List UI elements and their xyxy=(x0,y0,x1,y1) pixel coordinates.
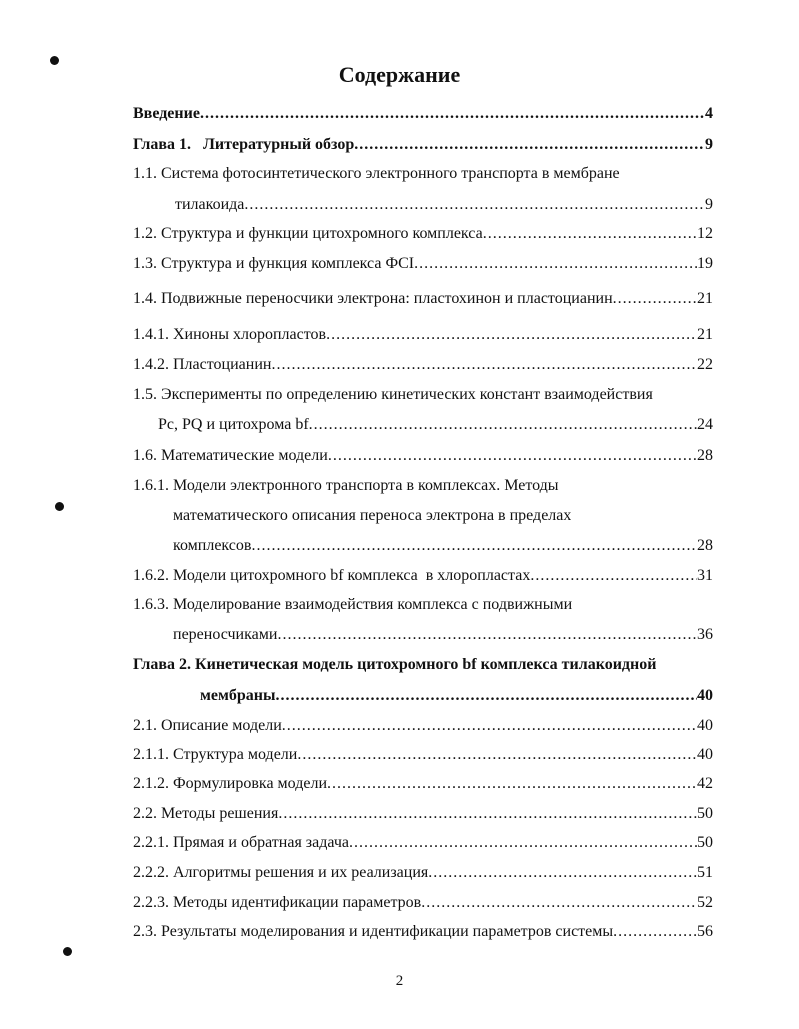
toc-entry: 2.1.2. Формулировка модели ..... 42 xyxy=(133,774,713,794)
toc-entry: 1.6.2. Модели цитохромного bf комплекса в хлоропластах ..... 31 xyxy=(133,566,713,586)
toc-entry: 1.1. Система фотосинтетического электронного транспорта в мембране xyxy=(133,165,620,182)
toc-entry: 2.2. Методы решения ..... 50 xyxy=(133,804,713,824)
toc-entry: 2.2.3. Методы идентификации параметров ..... 52 xyxy=(133,893,713,913)
toc-entry: 2.2.2. Алгоритмы решения и их реализация ..... 51 xyxy=(133,863,713,883)
toc-entry: комплексов ..... 28 xyxy=(173,536,713,556)
hole-punch-mark xyxy=(55,502,64,511)
page-number: 2 xyxy=(395,973,404,989)
toc-entry: математического описания переноса электрона в пределах xyxy=(173,507,572,524)
toc-entry: 1.4. Подвижные переносчики электрона: пластохинон и пластоцианин ..... 21 xyxy=(133,289,713,309)
toc-entry: 2.2.1. Прямая и обратная задача ..... 50 xyxy=(133,833,713,853)
page-title: Содержание xyxy=(338,62,461,87)
toc-entry: 2.3. Результаты моделирования и идентификации параметров системы ..... 56 xyxy=(133,922,713,942)
toc-entry: Pc, PQ и цитохрома bf ..... 24 xyxy=(158,415,713,435)
toc-entry: Введение ..... 4 xyxy=(133,104,713,124)
toc-entry: 1.2. Структура и функции цитохромного комплекса ..... 12 xyxy=(133,224,713,244)
toc-entry: 1.5. Эксперименты по определению кинетических констант взаимодействия xyxy=(133,386,653,403)
toc-entry: 1.4.1. Хиноны хлоропластов ..... 21 xyxy=(133,325,713,345)
toc-entry: Глава 2. Кинетическая модель цитохромного bf комплекса тилакоидной xyxy=(133,656,657,673)
toc-entry: тилакоида ..... 9 xyxy=(175,195,713,215)
toc-entry: 1.6. Математические модели ..... 28 xyxy=(133,446,713,466)
hole-punch-mark xyxy=(63,947,72,956)
toc-entry: 1.4.2. Пластоцианин ..... 22 xyxy=(133,355,713,375)
toc-entry: 1.6.3. Моделирование взаимодействия комплекса с подвижными xyxy=(133,596,573,613)
toc-entry: переносчиками ..... 36 xyxy=(173,625,713,645)
toc-entry: мембраны ..... 40 xyxy=(200,686,713,706)
toc-entry: 1.6.1. Модели электронного транспорта в комплексах. Методы xyxy=(133,477,559,494)
toc-entry: 2.1.1. Структура модели ..... 40 xyxy=(133,745,713,765)
toc-entry: 1.3. Структура и функция комплекса ФСI ..... 19 xyxy=(133,254,713,274)
toc-entry: Глава 1. Литературный обзор ..... 9 xyxy=(133,135,713,155)
toc-entry: 2.1. Описание модели ..... 40 xyxy=(133,716,713,736)
